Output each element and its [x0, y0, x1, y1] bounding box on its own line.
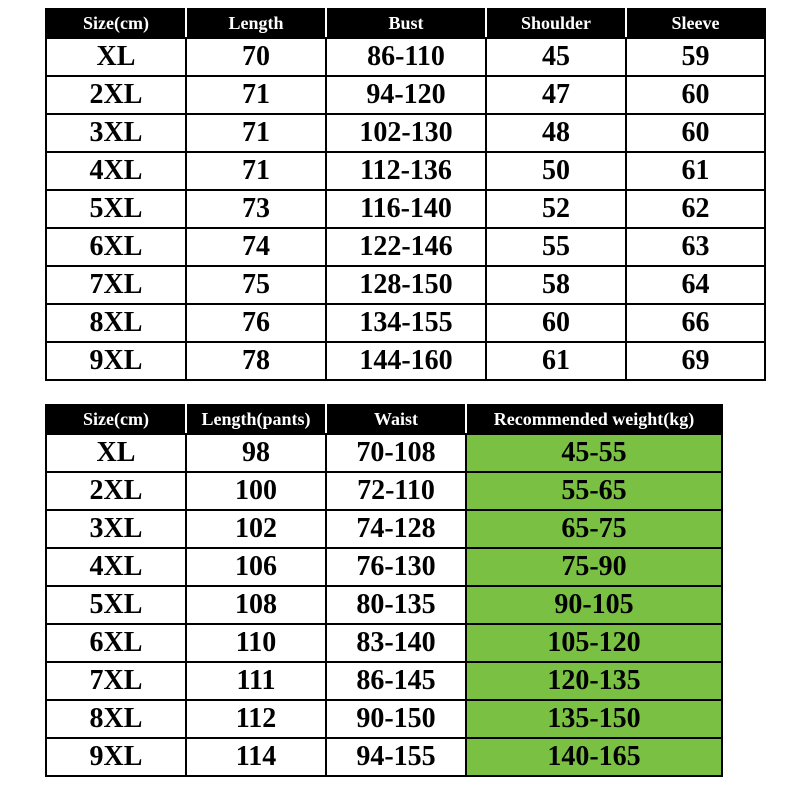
table-cell: 71	[186, 114, 326, 152]
table-row	[46, 228, 765, 266]
table-cell: 45-55	[466, 434, 722, 472]
table-cell: 2XL	[46, 472, 186, 510]
table-cell: 4XL	[46, 548, 186, 586]
table-cell: 50	[486, 152, 626, 190]
table-row	[46, 662, 722, 700]
bottom-size-table	[45, 404, 723, 777]
table-header-row	[46, 405, 722, 434]
table-cell: 48	[486, 114, 626, 152]
table-cell: 69	[626, 342, 765, 380]
table-cell: XL	[46, 38, 186, 76]
table-row	[46, 738, 722, 776]
table-cell: 72-110	[326, 472, 466, 510]
table-cell: 60	[486, 304, 626, 342]
table-cell: 144-160	[326, 342, 486, 380]
header-length-pants: Length(pants)	[186, 405, 326, 434]
table-cell: 65-75	[466, 510, 722, 548]
table-row	[46, 304, 765, 342]
table-cell: 86-145	[326, 662, 466, 700]
table-cell: 106	[186, 548, 326, 586]
table-cell: 9XL	[46, 342, 186, 380]
table-cell: 74-128	[326, 510, 466, 548]
table-cell: 47	[486, 76, 626, 114]
table-cell: 55	[486, 228, 626, 266]
table-cell: 60	[626, 114, 765, 152]
table-cell: 8XL	[46, 700, 186, 738]
table-cell: 102-130	[326, 114, 486, 152]
table-cell: 76-130	[326, 548, 466, 586]
table-cell: 98	[186, 434, 326, 472]
table-cell: 75	[186, 266, 326, 304]
table-cell: 90-105	[466, 586, 722, 624]
table-row	[46, 624, 722, 662]
table-row	[46, 472, 722, 510]
table-cell: 7XL	[46, 662, 186, 700]
table-row	[46, 434, 722, 472]
table-row	[46, 190, 765, 228]
table-cell: 3XL	[46, 510, 186, 548]
table-cell: 52	[486, 190, 626, 228]
table-cell: 78	[186, 342, 326, 380]
table-row	[46, 548, 722, 586]
table-row	[46, 700, 722, 738]
table-cell: 122-146	[326, 228, 486, 266]
table-row	[46, 114, 765, 152]
table-row	[46, 510, 722, 548]
table-cell: 63	[626, 228, 765, 266]
header-bust: Bust	[326, 9, 486, 38]
table-cell: 62	[626, 190, 765, 228]
table-cell: 108	[186, 586, 326, 624]
table-cell: 9XL	[46, 738, 186, 776]
table-cell: 135-150	[466, 700, 722, 738]
table-cell: 6XL	[46, 624, 186, 662]
top-size-table	[45, 8, 766, 381]
table-cell: 76	[186, 304, 326, 342]
table-cell: 5XL	[46, 190, 186, 228]
table-cell: 102	[186, 510, 326, 548]
table-row	[46, 266, 765, 304]
table-cell: 90-150	[326, 700, 466, 738]
table-cell: 111	[186, 662, 326, 700]
table-cell: 112-136	[326, 152, 486, 190]
table-cell: 71	[186, 152, 326, 190]
table-cell: 128-150	[326, 266, 486, 304]
table-cell: 83-140	[326, 624, 466, 662]
table-cell: 60	[626, 76, 765, 114]
header-size: Size(cm)	[46, 9, 186, 38]
table-cell: 8XL	[46, 304, 186, 342]
table-cell: 120-135	[466, 662, 722, 700]
table-cell: 64	[626, 266, 765, 304]
table-cell: 70-108	[326, 434, 466, 472]
table-cell: 86-110	[326, 38, 486, 76]
table-cell: 4XL	[46, 152, 186, 190]
table-cell: 94-120	[326, 76, 486, 114]
table-cell: 110	[186, 624, 326, 662]
table-cell: 71	[186, 76, 326, 114]
table-cell: 7XL	[46, 266, 186, 304]
table-cell: 70	[186, 38, 326, 76]
table-cell: 61	[486, 342, 626, 380]
header-waist: Waist	[326, 405, 466, 434]
table-cell: 75-90	[466, 548, 722, 586]
table-cell: 80-135	[326, 586, 466, 624]
table-row	[46, 152, 765, 190]
table-cell: 100	[186, 472, 326, 510]
table-cell: 59	[626, 38, 765, 76]
header-recommended-weight: Recommended weight(kg)	[466, 405, 722, 434]
table-cell: 5XL	[46, 586, 186, 624]
table-cell: 114	[186, 738, 326, 776]
table-cell: XL	[46, 434, 186, 472]
table-cell: 105-120	[466, 624, 722, 662]
table-cell: 6XL	[46, 228, 186, 266]
header-sleeve: Sleeve	[626, 9, 765, 38]
table-cell: 134-155	[326, 304, 486, 342]
table-cell: 45	[486, 38, 626, 76]
table-cell: 116-140	[326, 190, 486, 228]
table-cell: 66	[626, 304, 765, 342]
table-cell: 3XL	[46, 114, 186, 152]
table-cell: 94-155	[326, 738, 466, 776]
table-cell: 61	[626, 152, 765, 190]
table-cell: 2XL	[46, 76, 186, 114]
header-length: Length	[186, 9, 326, 38]
table-cell: 73	[186, 190, 326, 228]
table-cell: 55-65	[466, 472, 722, 510]
table-cell: 58	[486, 266, 626, 304]
table-row	[46, 76, 765, 114]
table-cell: 112	[186, 700, 326, 738]
header-size: Size(cm)	[46, 405, 186, 434]
table-row	[46, 38, 765, 76]
table-row	[46, 342, 765, 380]
header-shoulder: Shoulder	[486, 9, 626, 38]
table-cell: 140-165	[466, 738, 722, 776]
table-cell: 74	[186, 228, 326, 266]
table-row	[46, 586, 722, 624]
table-header-row	[46, 9, 765, 38]
